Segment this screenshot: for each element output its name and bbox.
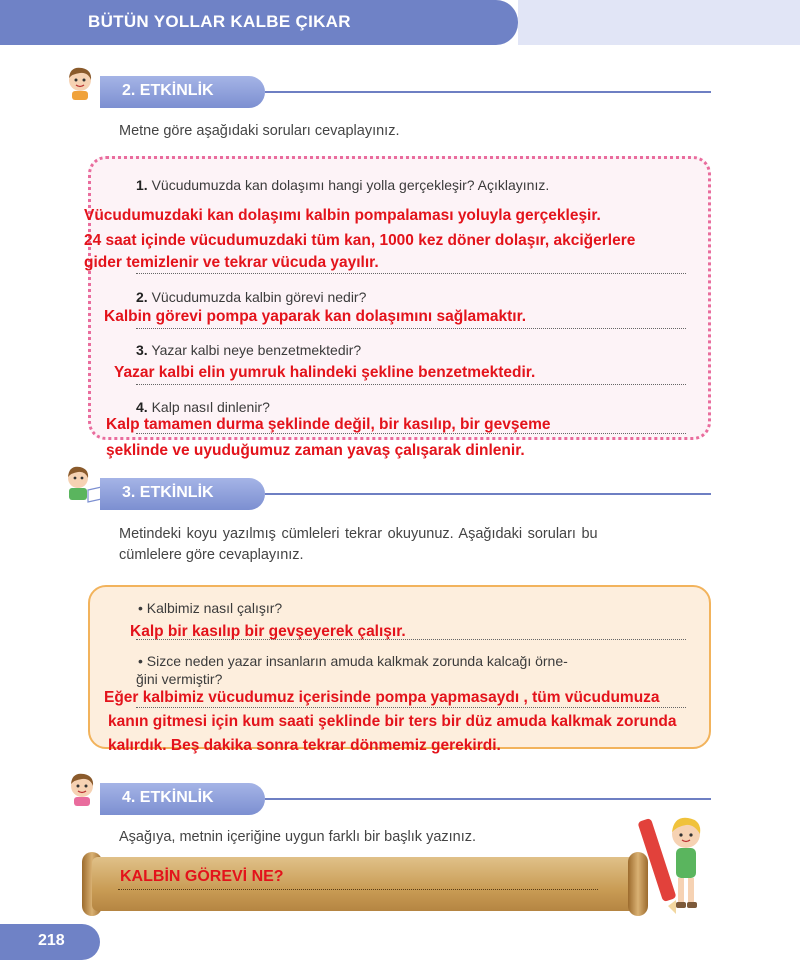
section-3-title: 3. ETKİNLİK bbox=[100, 478, 265, 510]
question-text: Vücudumuzda kalbin görevi nedir? bbox=[151, 289, 367, 305]
chapter-header bbox=[0, 0, 518, 45]
answer-4-line-2[interactable]: şeklinde ve uyuduğumuz zaman yavaş çalışarak dinlenir. bbox=[106, 442, 525, 459]
question-text: Yazar kalbi neye benzetmektedir? bbox=[151, 342, 362, 358]
answer-line bbox=[136, 433, 686, 434]
student-icon bbox=[60, 62, 100, 102]
section-4-rule bbox=[265, 798, 711, 800]
section-2-instruction: Metne göre aşağıdaki soruları cevaplayınız. bbox=[119, 123, 400, 139]
answer-6-line-1[interactable]: Eğer kalbimiz vücudumuz içerisinde pompa yapmasaydı , tüm vücudumuza bbox=[104, 689, 660, 706]
answer-1-line-3[interactable]: gider temizlenir ve tekrar vücuda yayılır. bbox=[84, 254, 379, 271]
answer-line bbox=[118, 889, 598, 890]
answer-6-line-3[interactable]: kalırdık. Beş dakika sonra tekrar dönmemiz gerekirdi. bbox=[108, 737, 501, 754]
question-5: • Kalbimiz nasıl çalışır? bbox=[138, 600, 283, 616]
question-6-line-2: ğini vermiştir? bbox=[136, 671, 223, 687]
section-3-instruction-line-1: Metindeki koyu yazılmış cümleleri tekrar okuyunuz. Aşağıdaki soruları bu bbox=[119, 526, 598, 542]
answer-line bbox=[136, 273, 686, 274]
new-title-answer[interactable]: KALBİN GÖREVİ NE? bbox=[120, 868, 284, 885]
answer-line bbox=[136, 639, 686, 640]
question-3 bbox=[136, 342, 361, 358]
question-text: Kalp nasıl dinlenir? bbox=[151, 399, 270, 415]
question-number: 2. bbox=[136, 289, 148, 305]
answer-4-line-1[interactable]: Kalp tamamen durma şeklinde değil, bir kasılıp, bir gevşeme bbox=[106, 416, 551, 433]
question-1 bbox=[136, 177, 549, 193]
section-4-instruction: Aşağıya, metnin içeriğine uygun farklı bir başlık yazınız. bbox=[119, 829, 477, 845]
answer-6-line-2[interactable]: kanın gitmesi için kum saati şeklinde bir ters bir düz amuda kalkmak zorunda bbox=[108, 713, 677, 730]
question-number: 3. bbox=[136, 342, 148, 358]
question-number: 4. bbox=[136, 399, 148, 415]
answer-line bbox=[136, 707, 686, 708]
page-number: 218 bbox=[0, 924, 100, 960]
question-6-line-1: • Sizce neden yazar insanların amuda kalkmak zorunda kalcağı örne- bbox=[138, 653, 568, 669]
header-strip bbox=[518, 0, 800, 45]
question-4 bbox=[136, 399, 270, 415]
section-2-title: 2. ETKİNLİK bbox=[100, 76, 265, 108]
girl-with-pencil-illustration bbox=[636, 808, 716, 918]
answer-1-line-2[interactable]: 24 saat içinde vücudumuzdaki tüm kan, 1000 kez döner dolaşır, akciğerlere bbox=[84, 232, 636, 249]
section-3-instruction-line-2: cümlelere göre cevaplayınız. bbox=[119, 547, 304, 563]
section-4-title: 4. ETKİNLİK bbox=[100, 783, 265, 815]
answer-1-line-1[interactable]: Vücudumuzdaki kan dolaşımı kalbin pompalaması yoluyla gerçekleşir. bbox=[84, 207, 601, 224]
answer-line bbox=[136, 384, 686, 385]
section-3-rule bbox=[265, 493, 711, 495]
question-number: 1. bbox=[136, 177, 148, 193]
answer-3[interactable]: Yazar kalbi elin yumruk halindeki şekline benzetmektedir. bbox=[114, 364, 536, 381]
answer-5[interactable]: Kalp bir kasılıp bir gevşeyerek çalışır. bbox=[130, 623, 406, 640]
answer-line bbox=[136, 328, 686, 329]
chapter-title: BÜTÜN YOLLAR KALBE ÇIKAR bbox=[88, 12, 351, 31]
answer-2[interactable]: Kalbin görevi pompa yaparak kan dolaşımını sağlamaktır. bbox=[104, 308, 527, 325]
question-text: Vücudumuzda kan dolaşımı hangi yolla gerçekleşir? Açıklayınız. bbox=[151, 177, 550, 193]
question-2 bbox=[136, 289, 366, 305]
student-icon bbox=[62, 768, 102, 808]
section-2-rule bbox=[265, 91, 711, 93]
